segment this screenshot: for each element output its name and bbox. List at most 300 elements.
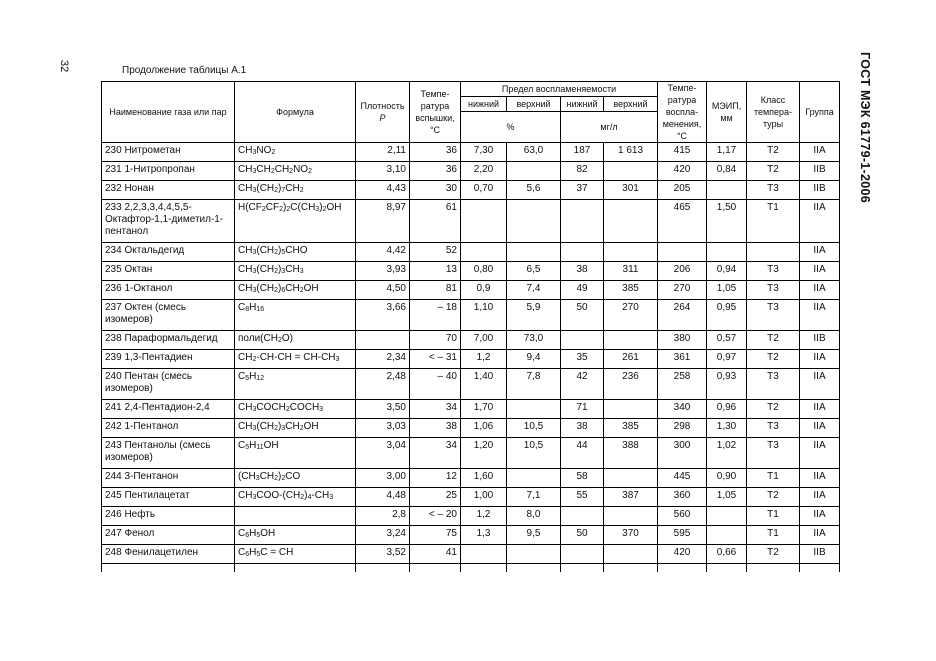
- cell-temp-class: T3: [747, 300, 800, 331]
- cell-ignition-temp: 270: [658, 281, 707, 300]
- cell-lel-percent: 1,40: [461, 369, 507, 400]
- formula-text: CH: [238, 421, 253, 432]
- cell-uel-mgl: [604, 200, 658, 243]
- formula-text: OH: [303, 421, 319, 432]
- formula-subscript: 3: [252, 168, 257, 175]
- cell-flash-temp: 12: [410, 469, 461, 488]
- formula-text: CHO: [285, 245, 308, 256]
- header-density-label: Плотность: [360, 101, 405, 111]
- cell-flash-temp: – 18: [410, 300, 461, 331]
- formula-subscript: 2: [274, 249, 279, 256]
- cell-formula: [235, 350, 356, 369]
- cell-mesg: 0,66: [707, 545, 747, 564]
- table-row: [102, 438, 840, 469]
- table-caption: Продолжение таблицы А.1: [122, 65, 247, 76]
- formula-text: C: [238, 528, 246, 539]
- header-upper: верхний: [507, 97, 561, 112]
- cell-mesg: [707, 243, 747, 262]
- cell-mesg: 1,05: [707, 488, 747, 507]
- formula-text: CH: [238, 145, 253, 156]
- cell-lel-percent: [461, 243, 507, 262]
- formula-subscript: 3: [252, 425, 257, 432]
- cell-uel-percent: 8,0: [507, 507, 561, 526]
- cell-name: 242 1-Пентанол: [102, 419, 235, 438]
- formula-text: ): [278, 183, 282, 194]
- cell-lel-percent: 0,80: [461, 262, 507, 281]
- formula-subscript: 5: [245, 375, 250, 382]
- cell-flash-temp: 25: [410, 488, 461, 507]
- cell-uel-mgl: 385: [604, 281, 658, 300]
- formula-text: CH: [259, 471, 275, 482]
- data-table: [101, 81, 840, 572]
- cell-ignition-temp: [658, 243, 707, 262]
- formula-subscript: 2: [289, 168, 294, 175]
- formula-subscript: 2: [270, 168, 275, 175]
- cell-formula: [235, 200, 356, 243]
- formula-subscript: 5: [256, 551, 261, 558]
- cell-ignition-temp: 420: [658, 162, 707, 181]
- cell-lel-mgl: 58: [561, 469, 604, 488]
- cell-ignition-temp: 340: [658, 400, 707, 419]
- cell-group: IIA: [800, 488, 840, 507]
- formula-text: поли(CH: [238, 333, 278, 344]
- formula-subscript: 2: [277, 337, 282, 344]
- cell-formula: [235, 243, 356, 262]
- formula-subscript: 5: [245, 444, 250, 451]
- cell-lel-mgl: 37: [561, 181, 604, 200]
- cell-uel-mgl: 370: [604, 526, 658, 545]
- cell-uel-percent: [507, 200, 561, 243]
- formula-text: CH: [285, 183, 300, 194]
- formula-subscript: 2: [299, 187, 304, 194]
- cell-name: 235 Октан: [102, 262, 235, 281]
- header-formula: Формула: [235, 82, 356, 143]
- cell-temp-class: T1: [747, 469, 800, 488]
- cell-lel-percent: 1,3: [461, 526, 507, 545]
- cell-group: IIA: [800, 262, 840, 281]
- formula-text: CH: [285, 264, 300, 275]
- table-row: [102, 419, 840, 438]
- formula-text: CH: [238, 283, 253, 294]
- cell-density: 2,8: [356, 507, 410, 526]
- cell-lel-percent: 7,30: [461, 143, 507, 162]
- cell-lel-mgl: 187: [561, 143, 604, 162]
- cell-empty: [561, 564, 604, 573]
- cell-density: 3,66: [356, 300, 410, 331]
- formula-text: CH: [238, 164, 253, 175]
- cell-temp-class: T2: [747, 331, 800, 350]
- header-density-symbol: P: [379, 113, 386, 123]
- cell-group: IIA: [800, 526, 840, 545]
- cell-lel-percent: 7,00: [461, 331, 507, 350]
- formula-subscript: 2: [274, 187, 279, 194]
- formula-text: C: [238, 302, 246, 313]
- cell-lel-percent: 1,2: [461, 507, 507, 526]
- formula-text: CF: [265, 202, 280, 213]
- cell-group: IIA: [800, 200, 840, 243]
- formula-text: ): [319, 202, 323, 213]
- header-density: [356, 82, 410, 143]
- cell-flash-temp: 13: [410, 262, 461, 281]
- cell-group: IIA: [800, 281, 840, 300]
- cell-mesg: 0,84: [707, 162, 747, 181]
- standard-designation: ГОСТ МЭК 61779-1-2006: [858, 52, 872, 204]
- header-flammability-limit: Предел воспламеняемости: [461, 82, 658, 97]
- table-row: [102, 162, 840, 181]
- formula-text: C(CH: [290, 202, 316, 213]
- formula-text: CH: [285, 283, 300, 294]
- formula-subscript: 11: [256, 444, 264, 451]
- cell-ignition-temp: 298: [658, 419, 707, 438]
- cell-temp-class: T2: [747, 143, 800, 162]
- formula-text: CH: [274, 164, 290, 175]
- cell-temp-class: T3: [747, 369, 800, 400]
- cell-name: 236 1-Октанол: [102, 281, 235, 300]
- cell-group: IIB: [800, 162, 840, 181]
- cell-lel-percent: 1,2: [461, 350, 507, 369]
- formula-subscript: 2: [299, 425, 304, 432]
- cell-uel-percent: 7,4: [507, 281, 561, 300]
- formula-text: O): [281, 333, 293, 344]
- cell-ignition-temp: 258: [658, 369, 707, 400]
- formula-subscript: 2: [261, 206, 266, 213]
- cell-density: 4,50: [356, 281, 410, 300]
- cell-group: IIA: [800, 469, 840, 488]
- table-row: [102, 400, 840, 419]
- cell-empty: [102, 564, 235, 573]
- cell-uel-mgl: [604, 162, 658, 181]
- formula-text: H: [249, 440, 257, 451]
- formula-text: -CH: [311, 490, 330, 501]
- cell-formula: [235, 300, 356, 331]
- cell-group: IIA: [800, 507, 840, 526]
- cell-ignition-temp: 360: [658, 488, 707, 507]
- cell-ignition-temp: 595: [658, 526, 707, 545]
- formula-subscript: 3: [255, 475, 260, 482]
- cell-group: IIA: [800, 350, 840, 369]
- formula-text: (CH: [256, 245, 275, 256]
- cell-group: IIA: [800, 243, 840, 262]
- cell-temp-class: T2: [747, 488, 800, 507]
- cell-formula: [235, 281, 356, 300]
- cell-name: 243 Пентанолы (смесь изомеров): [102, 438, 235, 469]
- cell-uel-mgl: 387: [604, 488, 658, 507]
- cell-formula: [235, 331, 356, 350]
- formula-text: (CH: [256, 183, 275, 194]
- cell-temp-class: T1: [747, 200, 800, 243]
- cell-mesg: 1,05: [707, 281, 747, 300]
- header-percent: %: [461, 112, 561, 143]
- cell-empty: [658, 564, 707, 573]
- cell-temp-class: T2: [747, 350, 800, 369]
- cell-uel-mgl: 270: [604, 300, 658, 331]
- cell-uel-mgl: 311: [604, 262, 658, 281]
- formula-subscript: 2: [274, 268, 279, 275]
- cell-temp-class: T1: [747, 526, 800, 545]
- formula-subscript: 3: [315, 206, 320, 213]
- cell-lel-percent: [461, 200, 507, 243]
- cell-lel-mgl: 50: [561, 526, 604, 545]
- cell-density: 4,43: [356, 181, 410, 200]
- formula-text: C: [238, 547, 246, 558]
- table-row: [102, 281, 840, 300]
- cell-uel-percent: 9,4: [507, 350, 561, 369]
- cell-group: IIB: [800, 181, 840, 200]
- cell-lel-percent: 0,70: [461, 181, 507, 200]
- cell-lel-mgl: 44: [561, 438, 604, 469]
- cell-lel-percent: 1,06: [461, 419, 507, 438]
- cell-formula: [235, 369, 356, 400]
- formula-subscript: 2: [274, 475, 279, 482]
- cell-group: IIB: [800, 545, 840, 564]
- table-row: [102, 243, 840, 262]
- cell-ignition-temp: 445: [658, 469, 707, 488]
- cell-name: 246 Нефть: [102, 507, 235, 526]
- cell-formula: [235, 400, 356, 419]
- cell-name: 230 Нитрометан: [102, 143, 235, 162]
- formula-subscript: 6: [245, 551, 250, 558]
- header-mgl: мг/л: [561, 112, 658, 143]
- cell-uel-percent: 10,5: [507, 438, 561, 469]
- formula-text: C: [238, 371, 246, 382]
- cell-lel-mgl: 50: [561, 300, 604, 331]
- cell-empty: [604, 564, 658, 573]
- formula-text: NO: [256, 145, 272, 156]
- formula-subscript: 2: [279, 206, 284, 213]
- table-row: [102, 488, 840, 507]
- formula-subscript: 2: [285, 406, 290, 413]
- cell-ignition-temp: 205: [658, 181, 707, 200]
- formula-subscript: 3: [335, 356, 340, 363]
- cell-uel-mgl: [604, 331, 658, 350]
- cell-density: 3,03: [356, 419, 410, 438]
- header-ignition-temp: Темпе-ратура воспла-менения, °С: [658, 82, 707, 143]
- formula-text: COO-(CH: [256, 490, 301, 501]
- formula-text: ): [304, 490, 308, 501]
- cell-ignition-temp: 420: [658, 545, 707, 564]
- header-temp-class: Класс темпера-туры: [747, 82, 800, 143]
- cell-mesg: 1,02: [707, 438, 747, 469]
- cell-mesg: 1,50: [707, 200, 747, 243]
- cell-uel-percent: 5,9: [507, 300, 561, 331]
- cell-ignition-temp: 380: [658, 331, 707, 350]
- cell-ignition-temp: 264: [658, 300, 707, 331]
- formula-text: ): [278, 245, 282, 256]
- formula-text: ): [283, 202, 287, 213]
- formula-subscript: 8: [245, 306, 250, 313]
- cell-formula: [235, 488, 356, 507]
- cell-lel-mgl: [561, 545, 604, 564]
- formula-text: CH: [256, 164, 271, 175]
- cell-mesg: [707, 507, 747, 526]
- cell-name: 240 Пентан (смесь изомеров): [102, 369, 235, 400]
- formula-subscript: 12: [256, 375, 265, 382]
- cell-flash-temp: 36: [410, 162, 461, 181]
- cell-lel-mgl: [561, 507, 604, 526]
- cell-flash-temp: 34: [410, 400, 461, 419]
- cell-lel-mgl: 71: [561, 400, 604, 419]
- cell-formula: [235, 143, 356, 162]
- cell-empty: [356, 564, 410, 573]
- formula-text: OH: [326, 202, 342, 213]
- cell-mesg: 0,93: [707, 369, 747, 400]
- cell-density: 4,42: [356, 243, 410, 262]
- table-row: [102, 181, 840, 200]
- cell-formula: [235, 262, 356, 281]
- cell-uel-mgl: [604, 507, 658, 526]
- cell-mesg: 0,90: [707, 469, 747, 488]
- cell-uel-percent: 5,6: [507, 181, 561, 200]
- formula-text: CH: [238, 402, 253, 413]
- cell-temp-class: T3: [747, 262, 800, 281]
- cell-flash-temp: 75: [410, 526, 461, 545]
- formula-text: H: [249, 371, 257, 382]
- cell-empty: [707, 564, 747, 573]
- formula-text: OH: [303, 283, 319, 294]
- cell-temp-class: T1: [747, 507, 800, 526]
- cell-density: 3,04: [356, 438, 410, 469]
- cell-lel-mgl: 82: [561, 162, 604, 181]
- cell-uel-mgl: 301: [604, 181, 658, 200]
- cell-lel-mgl: [561, 243, 604, 262]
- formula-text: (CH: [256, 421, 275, 432]
- cell-uel-mgl: 261: [604, 350, 658, 369]
- cell-density: 3,52: [356, 545, 410, 564]
- formula-subscript: 3: [299, 268, 304, 275]
- formula-text: ): [278, 283, 282, 294]
- cell-density: 3,93: [356, 262, 410, 281]
- formula-subscript: 3: [281, 425, 286, 432]
- cell-temp-class: T2: [747, 400, 800, 419]
- formula-text: NO: [293, 164, 309, 175]
- cell-group: IIA: [800, 300, 840, 331]
- cell-uel-mgl: [604, 545, 658, 564]
- cell-density: 3,50: [356, 400, 410, 419]
- cell-density: 2,34: [356, 350, 410, 369]
- table-row: [102, 526, 840, 545]
- cell-density: 2,11: [356, 143, 410, 162]
- formula-subscript: 5: [256, 532, 261, 539]
- formula-subscript: 3: [281, 268, 286, 275]
- cell-uel-percent: [507, 545, 561, 564]
- formula-subscript: 2: [308, 168, 312, 175]
- formula-subscript: 16: [256, 306, 265, 313]
- cell-density: 4,48: [356, 488, 410, 507]
- cell-uel-percent: 6,5: [507, 262, 561, 281]
- cell-empty: [235, 564, 356, 573]
- table-row: [102, 331, 840, 350]
- formula-text: CH: [238, 352, 253, 363]
- formula-text: ): [278, 471, 282, 482]
- formula-subscript: 3: [252, 287, 257, 294]
- cell-name: 237 Октен (смесь изомеров): [102, 300, 235, 331]
- cell-uel-percent: [507, 243, 561, 262]
- formula-text: CH: [238, 183, 253, 194]
- cell-lel-mgl: [561, 200, 604, 243]
- cell-name: 238 Параформальдегид: [102, 331, 235, 350]
- cell-temp-class: T3: [747, 438, 800, 469]
- cell-lel-percent: 0,9: [461, 281, 507, 300]
- cell-uel-percent: 7,8: [507, 369, 561, 400]
- cell-flash-temp: 36: [410, 143, 461, 162]
- formula-subscript: 2: [322, 206, 327, 213]
- cell-formula: [235, 162, 356, 181]
- cell-name: 245 Пентилацетат: [102, 488, 235, 507]
- cell-lel-percent: 1,00: [461, 488, 507, 507]
- cell-empty: [507, 564, 561, 573]
- header-lower-mg: нижний: [561, 97, 604, 112]
- formula-subscript: 3: [252, 494, 257, 501]
- cell-lel-percent: 2,20: [461, 162, 507, 181]
- formula-text: COCH: [289, 402, 320, 413]
- formula-subscript: 6: [281, 287, 286, 294]
- cell-formula: [235, 507, 356, 526]
- cell-formula: [235, 419, 356, 438]
- cell-formula: [235, 469, 356, 488]
- cell-mesg: 0,97: [707, 350, 747, 369]
- cell-name: 232 Нонан: [102, 181, 235, 200]
- cell-flash-temp: – 40: [410, 369, 461, 400]
- formula-subscript: 3: [319, 406, 324, 413]
- formula-subscript: 2: [271, 149, 276, 156]
- cell-uel-mgl: [604, 400, 658, 419]
- cell-flash-temp: 70: [410, 331, 461, 350]
- formula-text: C: [238, 440, 246, 451]
- cell-lel-mgl: 55: [561, 488, 604, 507]
- cell-uel-percent: [507, 469, 561, 488]
- cell-uel-percent: 63,0: [507, 143, 561, 162]
- formula-text: CH: [285, 421, 300, 432]
- cell-density: 3,10: [356, 162, 410, 181]
- header-mesg: МЭИП, мм: [707, 82, 747, 143]
- formula-subscript: 7: [281, 187, 286, 194]
- cell-formula: [235, 438, 356, 469]
- cell-flash-temp: < – 20: [410, 507, 461, 526]
- cell-temp-class: T2: [747, 162, 800, 181]
- cell-mesg: 0,95: [707, 300, 747, 331]
- cell-lel-percent: 1,60: [461, 469, 507, 488]
- cell-empty: [461, 564, 507, 573]
- table-row: [102, 143, 840, 162]
- formula-text: -CH-CH = CH-CH: [256, 352, 336, 363]
- cell-lel-mgl: 42: [561, 369, 604, 400]
- cell-formula: [235, 181, 356, 200]
- cell-mesg: 1,17: [707, 143, 747, 162]
- cell-lel-mgl: 38: [561, 262, 604, 281]
- cell-density: 2,48: [356, 369, 410, 400]
- cell-ignition-temp: 560: [658, 507, 707, 526]
- cell-formula: [235, 545, 356, 564]
- formula-text: (CH: [238, 471, 256, 482]
- header-upper-mg: верхний: [604, 97, 658, 112]
- cell-empty: [747, 564, 800, 573]
- formula-subscript: 2: [281, 475, 286, 482]
- cell-density: 3,24: [356, 526, 410, 545]
- cell-uel-percent: [507, 400, 561, 419]
- formula-subscript: 2: [286, 206, 291, 213]
- formula-text: C = CH: [260, 547, 294, 558]
- formula-subscript: 2: [274, 287, 279, 294]
- cell-group: IIA: [800, 143, 840, 162]
- formula-subscript: 3: [329, 494, 334, 501]
- cell-lel-mgl: 49: [561, 281, 604, 300]
- cell-lel-mgl: 38: [561, 419, 604, 438]
- formula-text: H: [249, 547, 257, 558]
- cell-flash-temp: 34: [410, 438, 461, 469]
- formula-subscript: 4: [307, 494, 312, 501]
- formula-text: (CH: [256, 264, 275, 275]
- table-row: [102, 507, 840, 526]
